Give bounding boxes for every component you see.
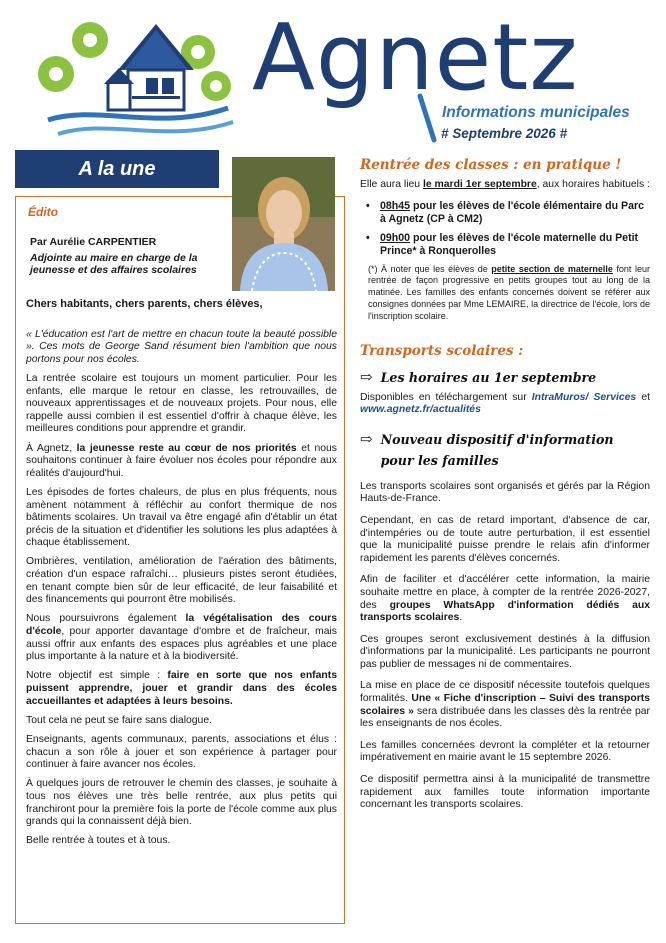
edito-paragraph: À quelques jours de retrouver le chemin des classes, je souhaite à tous nos élèves une très belle rentrée, aux plus petits qui franchiront pour la première fois la porte de l'école comme aux plus grands qui la connaissent déjà bien.	[26, 778, 337, 828]
brand-title: Agnetz	[252, 4, 579, 111]
edito-author-role: Adjointe au maire en charge de la jeunesse et des affaires scolaires	[30, 252, 198, 276]
rentree-note: (*) À noter que les élèves de petite section de maternelle font leur rentrée de façon progressive en petits groupes tout au long de la matinée. Les familles des enfants concernés doivent se référer aux consignes données par Mme LEMAIRE, la directrice de l'école, lors de l'inscription scolaire.	[368, 263, 650, 321]
arrow-right-icon: ⇨	[360, 367, 373, 386]
edito-paragraph: Belle rentrée à toutes et à tous.	[26, 835, 171, 847]
edito-title: Édito	[28, 205, 58, 219]
agnetz-logo	[28, 12, 243, 150]
list-item: • 09h00 pour les élèves de l'école maternelle du Petit Prince* à Ronquerolles	[366, 232, 650, 258]
une-banner-label: A la une	[78, 157, 156, 180]
right-column	[360, 157, 650, 821]
transports-paragraph: La mise en place de ce dispositif nécessite toutefois quelques formalités. Une « Fiche d'inscription – Suivi des transports scolaires » sera distribuée dans les classes dès la rentrée par les enseignants de nos écoles.	[360, 680, 650, 730]
transports-paragraph: Afin de faciliter et d'accélérer cette information, la mairie souhaite mettre en place, à compter de la rentrée 2026-2027, des groupes WhatsApp d'information dédiés aux transports scolaires.	[360, 574, 650, 624]
intramuros-link[interactable]: IntraMuros/ Services	[531, 391, 637, 403]
edito-paragraph: Enseignants, agents communaux, parents, associations et élus : chacun a son rôle à jouer et son expérience à partager pour continuer à faire avancer nos écoles.	[26, 733, 337, 771]
horaires-download-text: Disponibles en téléchargement sur IntraMuros/ Services et www.agnetz.fr/actualités	[360, 391, 650, 416]
rentree-title: Rentrée des classes : en pratique !	[360, 157, 622, 173]
transports-body	[360, 481, 650, 812]
transports-paragraph: Ce dispositif permettra ainsi à la municipalité de transmettre rapidement aux familles toute information importante concernant les transports scolaires.	[360, 774, 650, 811]
transports-paragraph: Les transports scolaires sont organisés et gérés par la Région Hauts-de-France.	[360, 480, 650, 505]
nouveau-dispositif-heading: ⇨ Nouveau dispositif d'information pour les familles	[360, 429, 650, 471]
une-banner	[15, 150, 219, 188]
brand-subtitle: Informations municipales	[442, 104, 630, 121]
arrow-right-icon: ⇨	[360, 429, 373, 448]
edito-paragraph: « L'éducation est l'art de mettre en chacun toute la beauté possible ». Ces mots de George Sand résument bien l'ambition que nous portons pour nos écoles.	[26, 328, 337, 365]
agnetz-website-link[interactable]: www.agnetz.fr/actualités	[360, 404, 481, 416]
author-photo	[232, 157, 335, 291]
edito-salutation: Chers habitants, chers parents, chers élèves,	[26, 298, 263, 310]
rentree-schedule-list	[366, 200, 650, 258]
edito-paragraph: Ombrières, ventilation, amélioration de l'aération des bâtiments, création d'un espace rafraîchi… plusieurs pistes seront étudiées, en tenant compte bien sûr de leur efficacité, de leur faisabilité et des financements qui pourront être mobilisés.	[26, 556, 337, 606]
rentree-intro: Elle aura lieu le mardi 1er septembre, aux horaires habituels :	[360, 179, 650, 190]
transports-paragraph: Cependant, en cas de retard important, d'absence de car, d'intempéries ou de toute autre perturbation, il est essentiel que la municipalité puisse prendre le relais afin d'informer rapidement les parents d'élèves concernés.	[360, 514, 650, 564]
list-item: • 08h45 pour les élèves de l'école élémentaire du Parc à Agnetz (CP à CM2)	[366, 200, 650, 226]
edito-paragraph: À Agnetz, la jeunesse reste au cœur de nos priorités et nous souhaitons continuer à faire évoluer nos écoles pour répondre aux réalités d'aujourd'hui.	[26, 442, 337, 479]
transports-paragraph: Les familles concernées devront la compléter et la retourner impérativement en mairie avant le 15 septembre 2026.	[360, 739, 650, 764]
edito-body	[26, 298, 337, 855]
edito-paragraph: Tout cela ne peut se faire sans dialogue.	[26, 714, 213, 726]
church-icon	[104, 24, 194, 110]
edito-paragraph: La rentrée scolaire est toujours un moment particulier. Pour les enfants, elle marque le retour en classe, les retrouvailles, de nouveaux apprentissages et de nouveaux projets. Pour nous, elle rappelle aussi combien il est essentiel d'offrir à chaque élève, les meilleures conditions pour apprendre et grandir.	[26, 372, 337, 435]
issue-date: # Septembre 2026 #	[441, 126, 568, 141]
edito-paragraph: Les épisodes de fortes chaleurs, de plus en plus fréquents, nous amènent notamment à réfléchir au confort thermique de nos bâtiments scolaires. Un travail va être engagé afin d'établir un état précis de la situation et d'identifier les solutions les plus adaptées à chaque établissement.	[26, 486, 337, 549]
edito-author: Par Aurélie CARPENTIER	[30, 236, 157, 248]
horaires-heading: ⇨ Les horaires au 1er septembre	[360, 367, 597, 386]
edito-paragraph: Nous poursuivrons également la végétalisation des cours d'école, pour apporter davantage d'ombre et de fraîcheur, mais aussi offrir aux enfants des espaces plus agréables et une place plus importante à la nature et à la biodiversité.	[26, 613, 337, 663]
transports-paragraph: Ces groupes seront exclusivement destinés à la diffusion d'informations par la municipalité. Les participants ne pourront pas publier de messages ni de commentaires.	[360, 633, 650, 670]
river-waves	[48, 108, 233, 134]
edito-paragraph: Notre objectif est simple : faire en sorte que nos enfants puissent apprendre, jouer et grandir dans des écoles accueillantes et adaptées à leurs besoins.	[26, 670, 337, 707]
transports-title: Transports scolaires :	[360, 342, 524, 359]
